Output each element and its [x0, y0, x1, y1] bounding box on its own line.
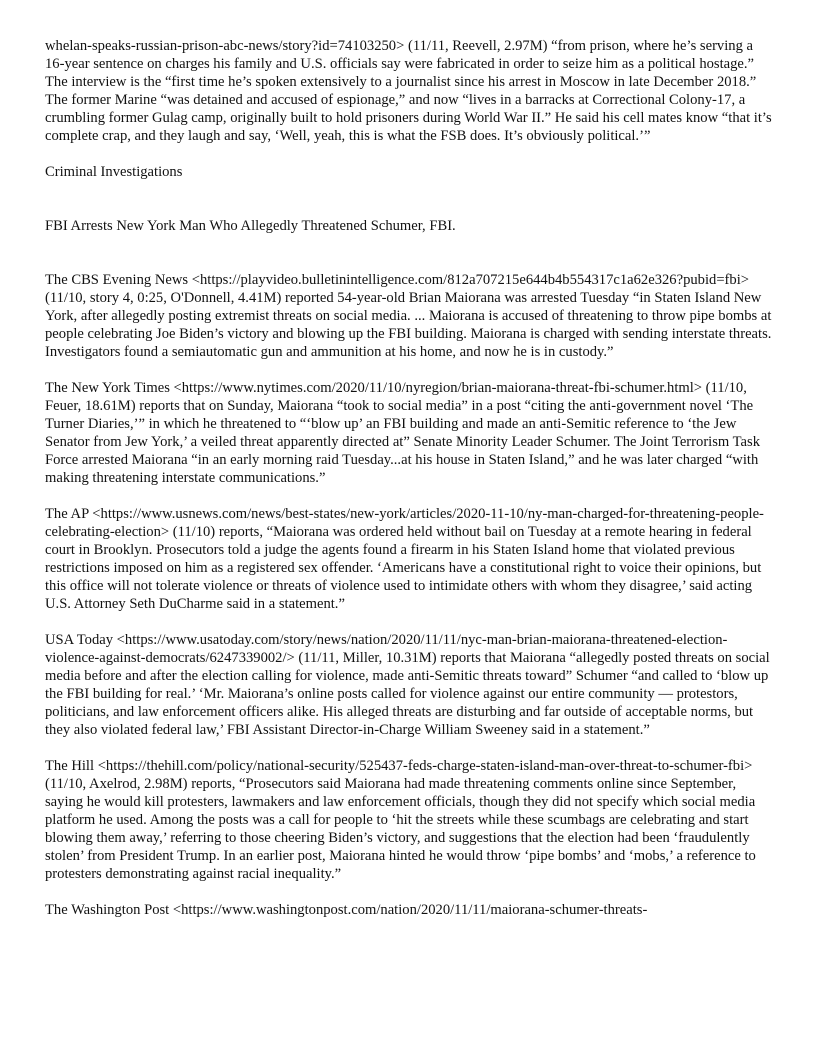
section-heading: Criminal Investigations	[45, 164, 183, 180]
paragraph-ap: The AP <https://www.usnews.com/news/best-states/new-york/articles/2020-11-10/ny-man-charged-for-threatening-people-celebrating-election> (11/10) reports, “Maiorana was ordered held without bail on Tuesday at a remote hearing in federal court in Brooklyn. Prosecutors told a judge the agents found a firearm in his Staten Island home that violated previous restrictions imposed on him as a registered sex offender. ‘Americans have a constitutional right to voice their opinions, but this office will not tolerate violence or threats of violence used to intimidate others with whom they disagree,’ said acting U.S. Attorney Seth DuCharme said in a statement.”	[45, 506, 764, 612]
paragraph-cbs: The CBS Evening News <https://playvideo.bulletinintelligence.com/812a707215e644b4b554317c1a62e326?pubid=fbi> (11/10, story 4, 0:25, O'Donnell, 4.41M) reported 54-year-old Brian Maiorana was arrested Tuesday “in Staten Island New York, after allegedly posting extremist threats on social media. ... Maiorana is accused of threatening to throw pipe bombs at people celebrating Joe Biden’s victory and blowing up the FBI building. Maiorana is charged with sending interstate threats. Investigators found a semiautomatic gun and ammunition at his home, and now he is in custody.”	[45, 272, 772, 360]
paragraph-nytimes: The New York Times <https://www.nytimes.com/2020/11/10/nyregion/brian-maiorana-threat-fbi-schumer.html> (11/10, Feuer, 18.61M) reports that on Sunday, Maiorana “took to social media” in a post “citing the anti-government novel ‘The Turner Diaries,’” in which he threatened to “‘blow up’ an FBI building and made an anti-Semitic reference to ‘the Jew Senator from Jew York,’ a veiled threat apparently directed at” Senate Minority Leader Schumer. The Joint Terrorism Task Force arrested Maiorana “in an early morning raid Tuesday...at his house in Staten Island,” and he was later charged “with making threatening interstate communications.”	[45, 380, 761, 486]
paragraph-usa-today: USA Today <https://www.usatoday.com/story/news/nation/2020/11/11/nyc-man-brian-maiorana-threatened-election-violence-against-democrats/6247339002/> (11/11, Miller, 10.31M) reports that Maiorana “allegedly posted threats on social media before and after the election calling for violence, made anti-Semitic threats toward” Schumer “and called to ‘blow up the FBI building for real.’ ‘Mr. Maiorana’s online posts called for violence against our entire community — protestors, politicians, and law enforcement officers alike. His alleged threats are disturbing and far outside of acceptable norms, but they also violated federal law,’ FBI Assistant Director-in-Charge William Sweeney said in a statement.”	[45, 632, 770, 738]
document-page	[45, 37, 775, 937]
paragraph-the-hill: The Hill <https://thehill.com/policy/national-security/525437-feds-charge-staten-island-man-over-threat-to-schumer-fbi> (11/10, Axelrod, 2.98M) reports, “Prosecutors said Maiorana had made threatening comments online since September, saying he would kill protesters, lawmakers and law enforcement officials, though they did not specify which social media platform he used. Among the posts was a call for people to ‘hit the streets while these scumbags are celebrating and start blowing them away,’ referring to those cheering Biden’s victory, and suggestions that the election had been ‘fraudulently stolen’ from President Trump. In an earlier post, Maiorana hinted he would throw ‘pipe bombs’ and ‘mobs,’ a reference to protesters demonstrating against racial inequality.”	[45, 758, 756, 882]
story-title: FBI Arrests New York Man Who Allegedly Threatened Schumer, FBI.	[45, 218, 456, 234]
paragraph-whelan-interview: whelan-speaks-russian-prison-abc-news/story?id=74103250> (11/11, Reevell, 2.97M) “from prison, where he’s serving a 16-year sentence on charges his family and U.S. officials say were fabricated in order to seize him as a political hostage.” The interview is the “first time he’s spoken extensively to a journalist since his arrest in Moscow in late December 2018.” The former Marine “was detained and accused of espionage,” and now “lives in a barracks at Correctional Colony-17, a crumbling former Gulag camp, originally built to hold prisoners during World War II.” He said his cell mates know “that it’s complete crap, and they laugh and say, ‘Well, yeah, this is what the FSB does. It’s obviously political.’”	[45, 38, 772, 144]
paragraph-washington-post: The Washington Post <https://www.washingtonpost.com/nation/2020/11/11/maiorana-schumer-threats-	[45, 902, 648, 918]
